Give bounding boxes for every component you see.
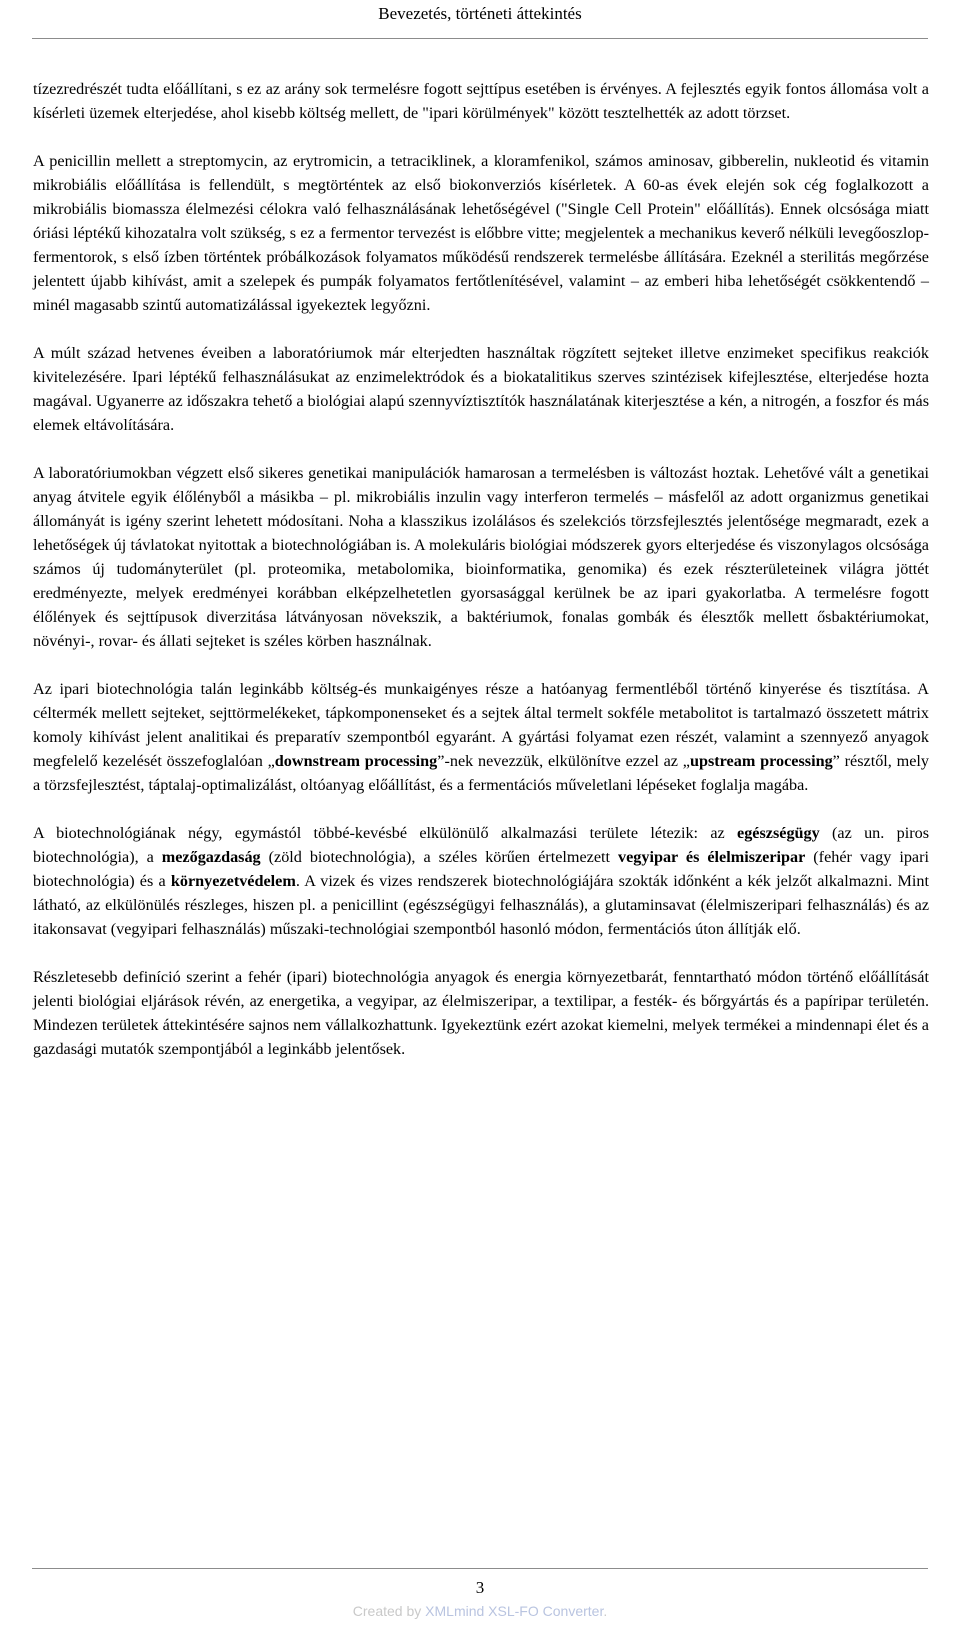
watermark-brand: XMLmind XSL-FO Converter: [425, 1603, 604, 1619]
paragraph: [33, 821, 929, 941]
text-run: . A vizek és vizes rendszerek biotechnológiájára szokták időnként a kék jelzőt alkalmazni. Mint látható, az elkülönülés részleges, hiszen pl. a penicillint (egészségügyi felhasználás), a glutaminsavat (élelmiszeripari felhasználás) és az itakonsavat (vegyipari felhasználás) műszaki-technológiai szempontból hasonló módon, fermentációs úton állítják elő.: [33, 872, 929, 938]
text-run: Részletesebb definíció szerint a fehér (ipari) biotechnológia anyagok és energia környezetbarát, fenntartható módon történő előállítását jelenti biológiai eljárások révén, az energetika, a vegyipar, az élelmiszeripar, a textilipar, a festék- és bőrgyártás és a papíripar területén. Mindezen területek áttekintésére sajnos nem vállalkozhattunk. Igyekeztünk ezért azokat kiemelni, melyek termékei a mindennapi élet és a gazdasági mutatók szempontjából a leginkább jelentősek.: [33, 968, 929, 1058]
bold-term: mezőgazdaság: [161, 848, 261, 866]
watermark-prefix: Created by: [352, 1603, 426, 1619]
text-run: A laboratóriumokban végzett első sikeres genetikai manipulációk hamarosan a termelésben is változást hoztak. Lehetővé vált a genetikai anyag átvitele egyik élőlényből a másikba – pl. mikrobiális inzulin vagy interferon termelés – másfelől az adott organizmus genetikai állományát is igény szerint lehetett módosítani. Noha a klasszikus izolálásos és szelekciós törzsfejlesztés jelentősége megmaradt, ezek a lehetőségek új távlatokat nyitottak a biotechnológiában is. A molekuláris biológiai módszerek gyors elterjedése és viszonylagos olcsósága számos új tudományterület (pl. proteomika, metabolomika, bioinformatika, genomika) és ezek részterületeinek világra jöttét eredményezte, melyek eredményei korábban elképzelhetetlen gyorsasággal kerülnek be az ipari gyakorlatba. A termelésre fogott élőlények és sejttípusok diverzitása látványosan növekszik, a baktériumok, fonalas gombák és élesztők mellett ősbaktériumokat, növényi-, rovar- és állati sejteket is széles körben használnak.: [33, 464, 929, 650]
text-run: Az ipari biotechnológia talán leginkább költség-és munkaigényes része a hatóanyag fermentléből történő kinyerése és tisztítása. A céltermék mellett sejteket, sejttörmelékeket, tápkomponenseket és a sejtek által termelt sokféle metabolitot is tartalmazó összetett mátrix komoly kihívást jelent analitikai és preparatív szempontból egyaránt. A gyártási folyamat ezen részét, valamint a szennyező anyagok megfelelő kezelését összefoglalóan „: [33, 680, 929, 770]
watermark-suffix: .: [603, 1603, 608, 1619]
text-run: (fehér vagy ipari biotechnológia) és a: [33, 848, 929, 890]
text-run: A biotechnológiának négy, egymástól többé-kevésbé elkülönülő alkalmazási területe létezik: az: [33, 824, 738, 842]
converter-watermark: [0, 1603, 960, 1619]
text-run: ” résztől, mely a törzsfejlesztést, táptalaj-optimalizálást, oltóanyag előállítást, és a fermentációs műveletlani lépéseket foglalja magába.: [33, 752, 930, 794]
footer-divider: [32, 1568, 928, 1569]
bold-term: vegyipar és élelmiszeripar: [617, 848, 806, 866]
text-run: ”-nek nevezzük, elkülönítve ezzel az „: [437, 752, 690, 770]
text-run: A penicillin mellett a streptomycin, az erytromicin, a tetraciklinek, a kloramfenikol, számos aminosav, gibberelin, nukleotid és vitamin mikrobiális előállítása is fellendült, s megtörténtek az első biokonverziós kísérletek. A 60-as évek elején sok cég foglalkozott a mikrobiális biomassza élelmezési célokra való felhasználásának lehetőségével ("Single Cell Protein" előállítás). Ennek olcsósága miatt óriási léptékű kihozatalra volt szükség, s ez a fermentor tervezést is előbbre vitte; megjelentek a mechanikus keverő nélküli levegőoszlop-fermentorok, s első ízben történtek próbálkozások folyamatos működésű rendszerek termelésbe állítására. Ezeknél a sterilitás megőrzése jelentett újabb kihívást, amit a szelepek és pumpák folyamatos fertőtlenítésével, valamint – az emberi hiba lehetőségét csökkentendő – minél magasabb szintű automatizálással igyekeztek legyőzni.: [33, 152, 929, 314]
paragraph: [33, 341, 929, 437]
page-number: 3: [475, 1578, 485, 1597]
paragraph: [33, 677, 929, 797]
text-run: (zöld biotechnológia), a széles körűen értelmezett: [260, 848, 618, 866]
paragraph: [33, 965, 929, 1061]
paragraph: [33, 77, 929, 125]
text-run: tízezredrészét tudta előállítani, s ez az arány sok termelésre fogott sejttípus esetében is érvényes. A fejlesztés egyik fontos állomása volt a kísérleti üzemek elterjedése, ahol kisebb költség mellett, de "ipari körülmények" között tesztelhették az adott törzset.: [33, 80, 929, 122]
running-title: Bevezetés, történeti áttekintés: [378, 4, 582, 23]
paragraph: [33, 461, 929, 653]
text-run: A múlt század hetvenes éveiben a laboratóriumok már elterjedten használtak rögzített sejteket illetve enzimeket specifikus reakciók kivitelezésére. Ipari léptékű felhasználásukat az enzimelektródok és a biokatalitikus szerves szintézisek kifejlesztése, elterjedése hozta magával. Ugyanerre az időszakra tehető a biológiai alapú szennyvíztisztítók használatának kiterjesztése a kén, a nitrogén, a foszfor és más elemek eltávolítására.: [33, 344, 929, 434]
bold-term: egészségügy: [737, 824, 820, 842]
text-run: (az un. piros biotechnológia), a: [33, 824, 929, 866]
document-body: [33, 77, 929, 1085]
page-header: [0, 0, 960, 40]
paragraph: [33, 149, 929, 317]
bold-term: környezetvédelem: [170, 872, 296, 890]
header-divider: [32, 38, 928, 39]
bold-term: upstream processing: [689, 752, 833, 770]
bold-term: downstream processing: [274, 752, 438, 770]
